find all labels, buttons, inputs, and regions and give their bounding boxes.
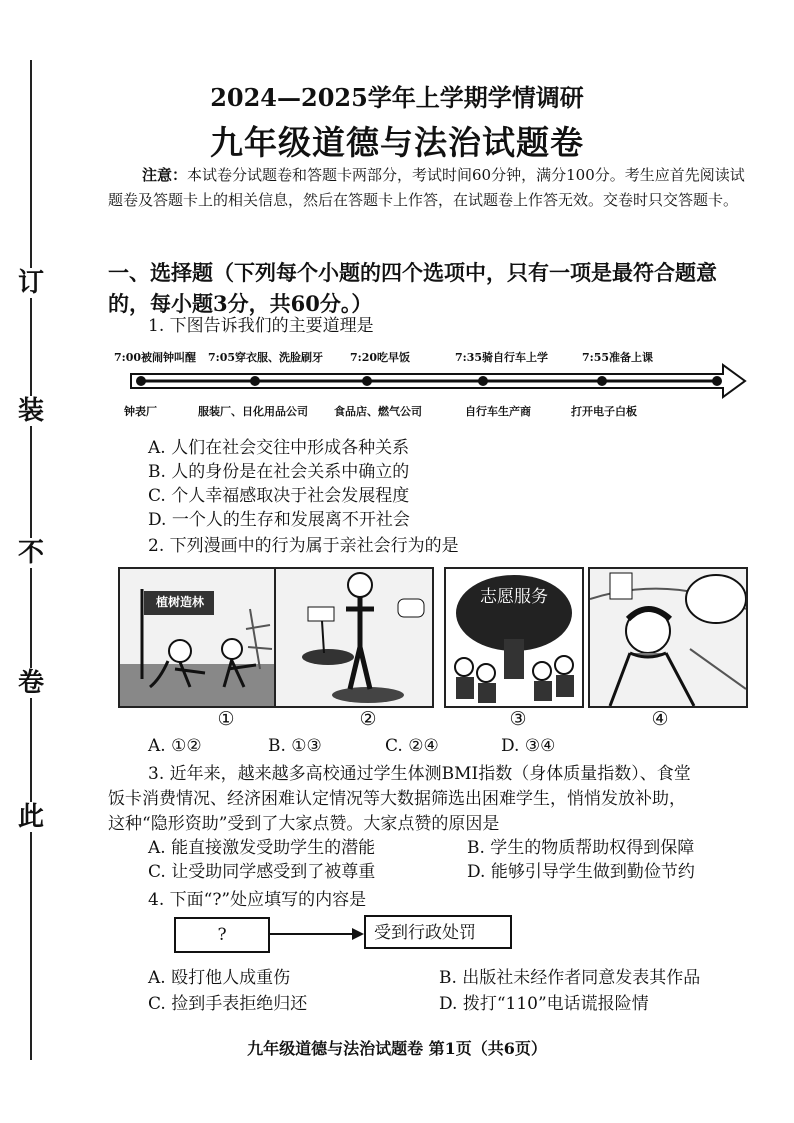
binding-char: 订	[17, 268, 44, 298]
panel-number: ③	[509, 708, 527, 730]
q4-stem: 4. 下面“?”处应填写的内容是	[148, 890, 367, 910]
q1-option-b: B. 人的身份是在社会关系中确立的	[148, 462, 410, 482]
q4-option-b: B. 出版社未经作者同意发表其作品	[439, 968, 701, 988]
q3-stem-line2: 饭卡消费情况、经济困难认定情况等大数据筛选出困难学生，悄悄发放补助，	[108, 789, 686, 809]
q2-option-a: A. ①②	[148, 736, 202, 756]
q3-stem-line3: 这种“隐形资助”受到了大家点赞。大家点赞的原因是	[108, 814, 500, 834]
q1-option-c: C. 个人幸福感取决于社会发展程度	[148, 486, 410, 506]
notice	[108, 163, 758, 213]
panel1-sign: 植树造林	[155, 595, 204, 609]
binding-char: 卷	[17, 668, 44, 698]
binding-char: 装	[17, 396, 44, 426]
cartoon-illustration	[276, 569, 432, 706]
q2-stem: 2. 下列漫画中的行为属于亲社会行为的是	[148, 536, 459, 556]
q4-option-a: A. 殴打他人成重伤	[148, 968, 291, 988]
panel-number: ④	[651, 708, 669, 730]
timeline-label-bottom: 钟表厂	[124, 405, 157, 418]
timeline-label-bottom: 食品店、燃气公司	[334, 405, 422, 418]
q4-option-d: D. 拨打“110”电话谎报险情	[439, 994, 649, 1014]
notice-lead: 注意：	[142, 166, 188, 184]
exam-title: 2024—2025学年上学期学情调研	[210, 83, 584, 112]
cartoon-panel-3	[444, 567, 584, 708]
panel3-sign: 志愿服务	[480, 587, 548, 607]
q2-option-d: D. ③④	[501, 736, 556, 756]
timeline-label-top: 7:20吃早饭	[350, 351, 411, 364]
q1-stem: 1. 下图告诉我们的主要道理是	[148, 316, 374, 336]
timeline-label-top: 7:00被闹钟叫醒	[114, 351, 197, 364]
q3-option-a: A. 能直接激发受助学生的潜能	[148, 838, 376, 858]
section-heading-line1: 一、选择题（下列每个小题的四个选项中，只有一项是最符合题意	[108, 260, 717, 285]
notice-text: 本试卷分试题卷和答题卡两部分，考试时间60分钟，满分100分。考生应首先阅读试题卷及答题卡上的相关信息，然后在答题卡上作答，在试题卷上作答无效。交卷时只交答题卡。	[108, 166, 745, 209]
timeline-label-top: 7:35骑自行车上学	[455, 351, 549, 364]
timeline-arrow	[125, 362, 750, 400]
q4-option-c: C. 捡到手表拒绝归还	[148, 994, 308, 1014]
timeline-label-top: 7:05穿衣服、洗脸刷牙	[208, 351, 324, 364]
q3-option-c: C. 让受助同学感受到了被尊重	[148, 862, 376, 882]
panel-number: ②	[359, 708, 377, 730]
timeline-label-bottom: 打开电子白板	[571, 405, 637, 418]
timeline-label-bottom: 自行车生产商	[465, 405, 531, 418]
binding-char: 不	[17, 538, 44, 568]
timeline-label-bottom: 服装厂、日化用品公司	[198, 405, 308, 418]
timeline-label-top: 7:55准备上课	[582, 351, 654, 364]
cartoon-illustration	[120, 569, 276, 706]
q3-option-b: B. 学生的物质帮助权得到保障	[467, 838, 695, 858]
section-heading-line2: 的，每小题3分，共60分。）	[108, 291, 373, 316]
q4-unknown-box: ?	[174, 917, 270, 953]
section-heading	[108, 257, 768, 319]
q3-stem-line1: 3. 近年来，越来越多高校通过学生体测BMI指数（身体质量指数）、食堂	[148, 764, 691, 784]
cartoon-illustration	[590, 569, 746, 706]
q1-option-a: A. 人们在社会交往中形成各种关系	[148, 438, 410, 458]
panel-number: ①	[217, 708, 235, 730]
q3-option-d: D. 能够引导学生做到勤俭节约	[467, 862, 695, 882]
q4-result-box: 受到行政处罚	[364, 915, 512, 949]
cartoon-panel-2	[274, 567, 434, 708]
cartoon-panel-1	[118, 567, 278, 708]
exam-subtitle: 九年级道德与法治试题卷	[210, 123, 584, 162]
binding-char: 此	[17, 802, 44, 832]
cartoon-panel-4	[588, 567, 748, 708]
arrow-right-icon	[268, 925, 364, 943]
q1-option-d: D. 一个人的生存和发展离不开社会	[148, 510, 410, 530]
q2-option-c: C. ②④	[385, 736, 439, 756]
q2-option-b: B. ①③	[268, 736, 322, 756]
page-footer: 九年级道德与法治试题卷 第1页（共6页）	[247, 1039, 547, 1058]
